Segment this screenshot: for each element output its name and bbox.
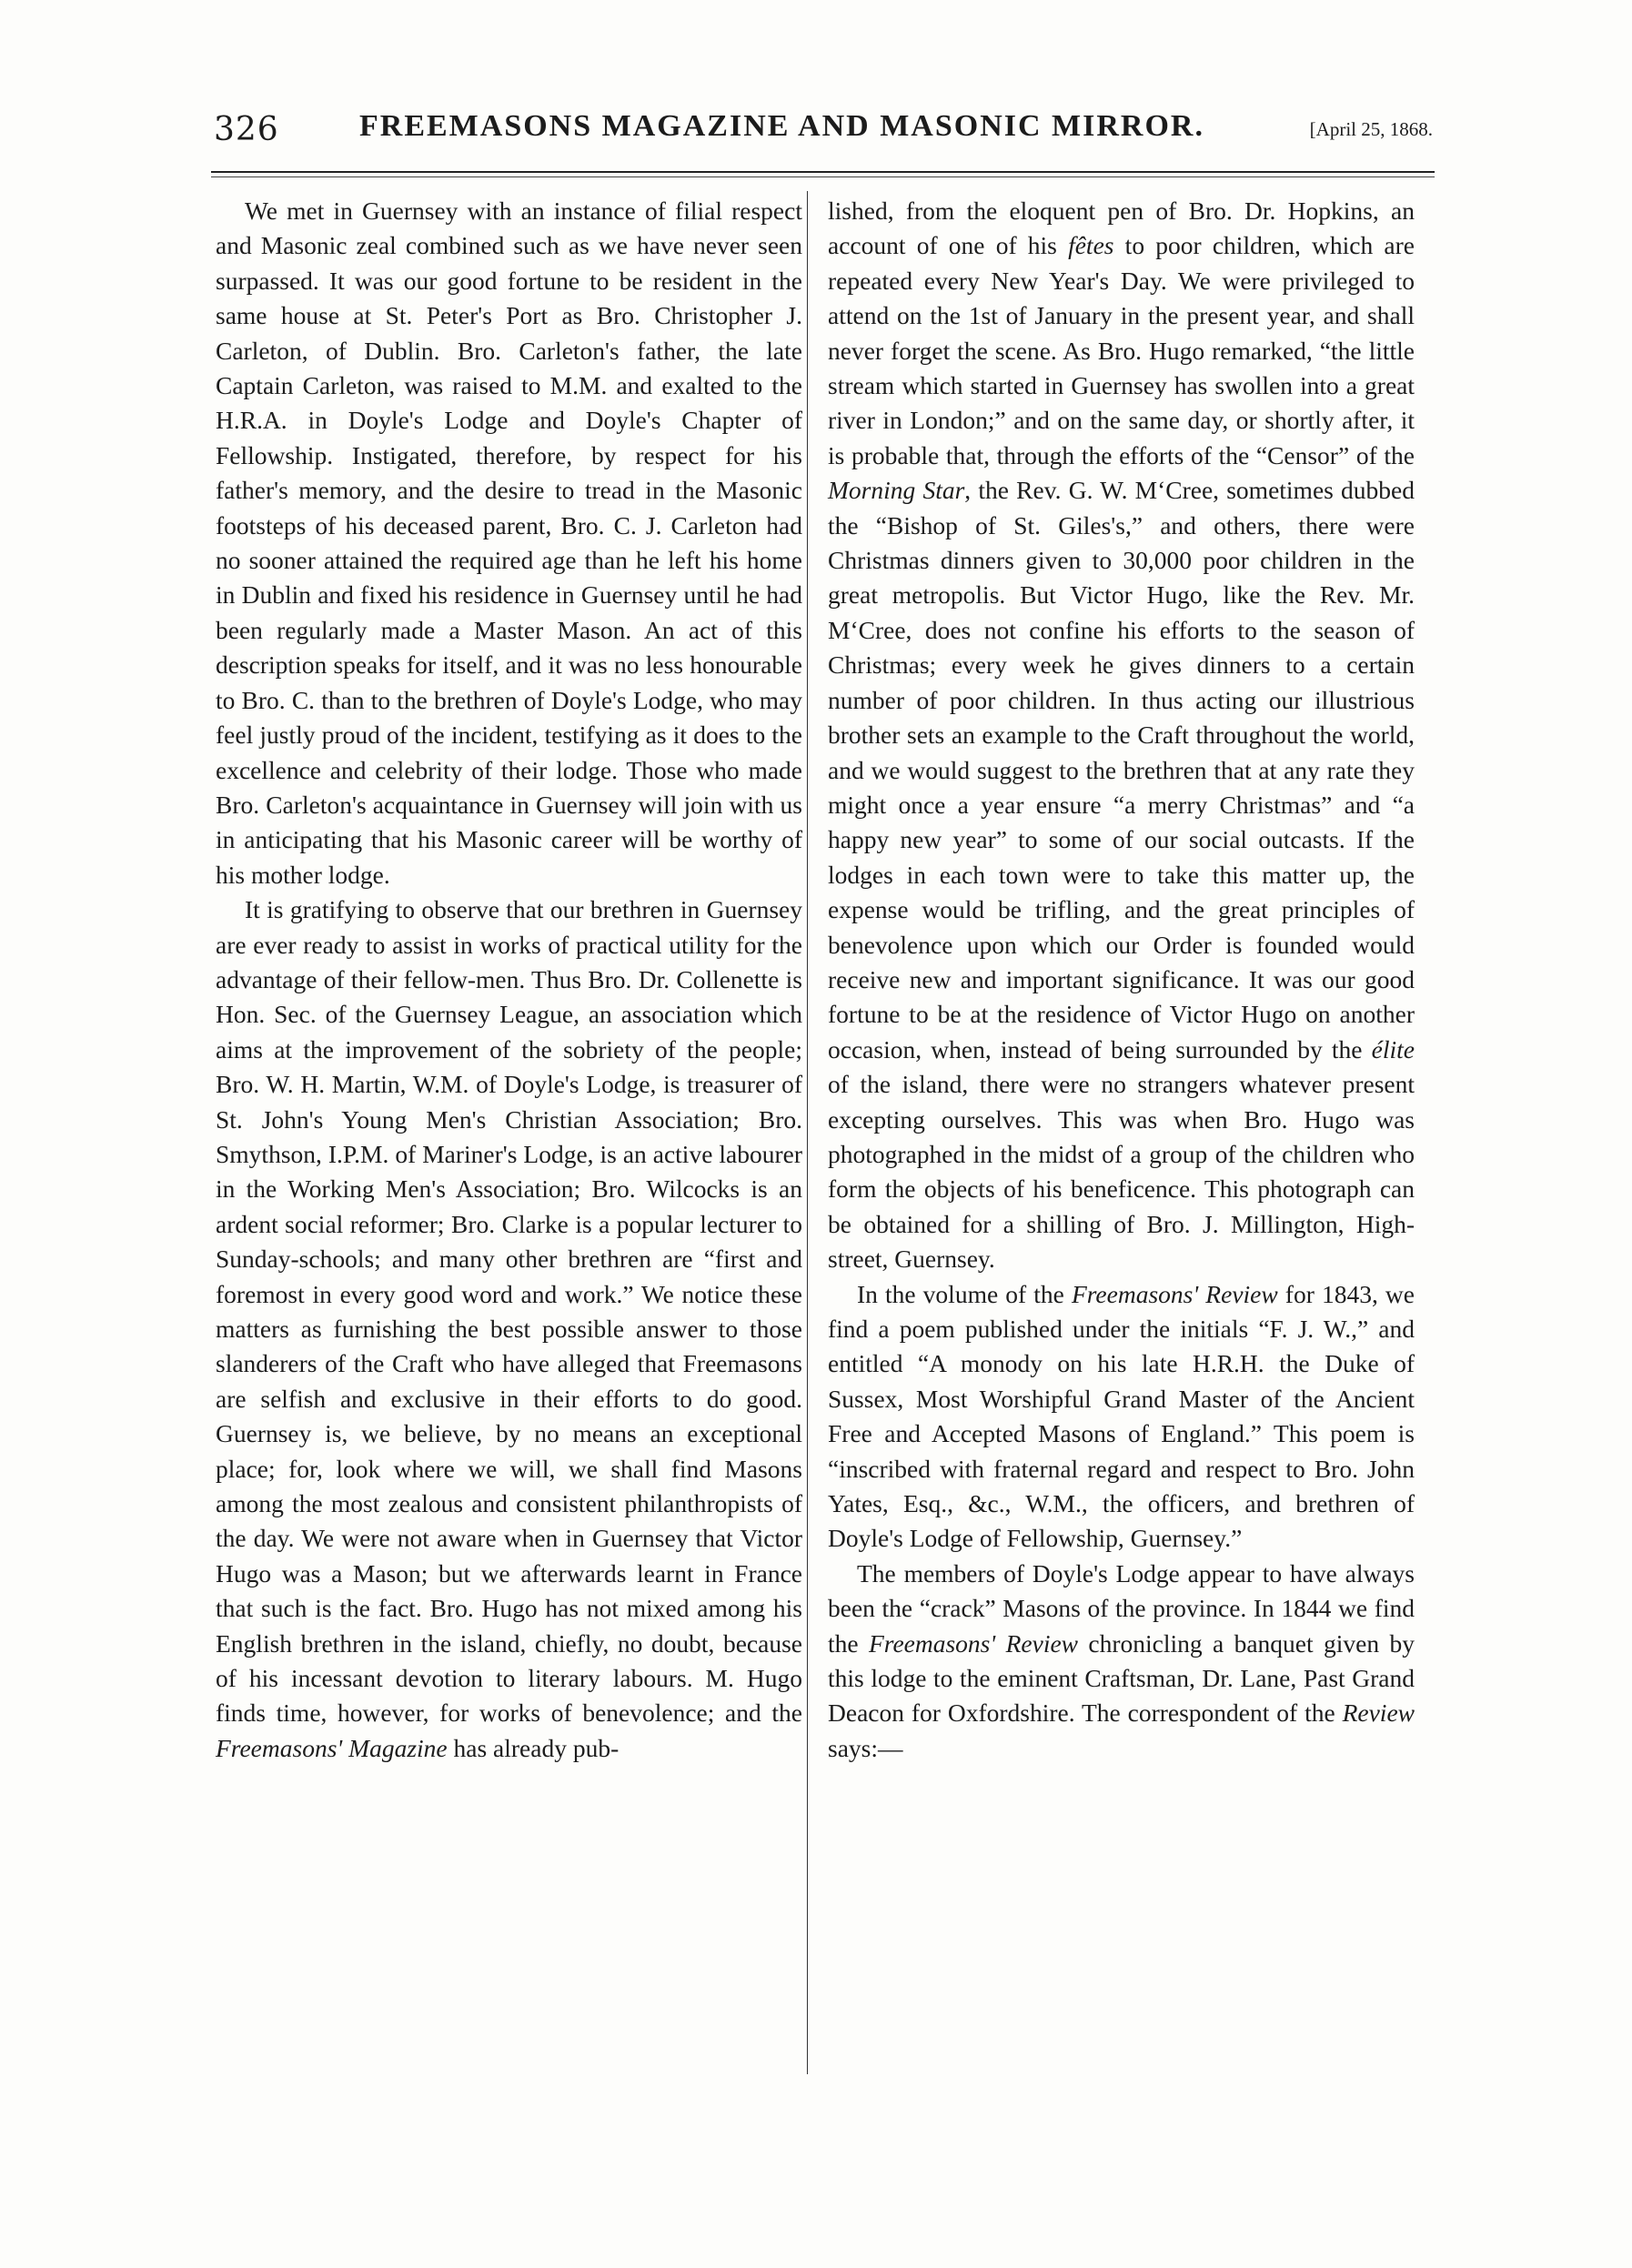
italic-run: Freemasons' Review xyxy=(1071,1279,1278,1308)
page-header xyxy=(214,109,1433,160)
paragraph-hugo-fetes xyxy=(828,194,1415,1277)
text-run: , the Rev. G. W. M‘Cree, sometimes dubbed the “Bishop of St. Giles's,” and others, there were Christmas dinners given to 30,000 poor children in the great metropolis. But Victor Hugo, like the Rev. Mr. M‘Cree, does not confine his efforts to the season of Christmas; every week he gives dinners to a certain number of poor children. In thus acting our illustrious brother sets an example to the Craft throughout the world, and we would suggest to the brethren that at any rate they might once a year ensure “a merry Christmas” and “a happy new year” to some of our social outcasts. If the lodges in each town were to take this matter up, the expense would be trifling, and the great principles of benevolence upon which our Order is founded would receive new and important significance. It was our good fortune to be at the residence of Victor Hugo on another occasion, when, instead of being surrounded by the xyxy=(828,476,1415,1063)
text-run: to poor children, which are repeated every New Year's Day. We were privileged to attend on the 1st of January in the present year, and shall never forget the scene. As Bro. Hugo remarked, “the little stream which started in Guernsey has swollen into a great river in London;” and on the same day, or shortly after, it is probable that, through the efforts of the “Censor” of the xyxy=(828,231,1415,469)
text-run: The members of Doyle's Lodge appear to have always been the “crack” Masons of the province. In 1844 we find the xyxy=(828,1558,1415,1658)
italic-run: Freemasons' Magazine xyxy=(216,1733,448,1762)
right-column xyxy=(828,194,1415,1766)
text-run: says:— xyxy=(828,1733,903,1762)
text-run: In the volume of the xyxy=(857,1279,1072,1308)
text-run: chronicling a banquet given by this lodge to the eminent Craftsman, Dr. Lane, Past Grand Deacon for Oxfordshire. The correspondent of the xyxy=(828,1628,1415,1728)
column-divider xyxy=(807,191,808,2074)
italic-run: fêtes xyxy=(1068,231,1114,260)
issue-date: [April 25, 1868. xyxy=(1309,118,1433,140)
text-run: has already pub- xyxy=(447,1733,620,1762)
paragraph-doyles-lodge xyxy=(828,1557,1415,1766)
header-rule-thin xyxy=(211,176,1435,177)
left-column xyxy=(216,194,802,1766)
text-run: It is gratifying to observe that our brethren in Guernsey are ever ready to assist in works of practical utility for the advantage of their fellow-men. Thus Bro. Dr. Collenette is Hon. Sec. of the Guernsey League, an association which aims at the improvement of the sobriety of the people; Bro. W. H. Martin, W.M. of Doyle's Lodge, is treasurer of St. John's Young Men's Christian Association; Bro. Smythson, I.P.M. of Mariner's Lodge, is an active labourer in the Working Men's Association; Bro. Wilcocks is an ardent social reformer; Bro. Clarke is a popular lecturer to Sunday-schools; and many other brethren are “first and foremost in every good word and work.” We notice these matters as furnishing the best possible answer to those slanderers of the Craft who have alleged that Freemasons are selfish and exclusive in their efforts to do good. Guernsey is, we believe, by no means an exceptional place; for, look where we will, we shall find Masons among the most zealous and consistent philanthropists of the day. We were not aware when in Guernsey that Victor Hugo was a Mason; but we afterwards learnt in France that such is the fact. Bro. Hugo has not mixed among his English brethren in the island, chiefly, no doubt, because of his incessant devotion to literary labours. M. Hugo finds time, however, for works of benevolence; and the xyxy=(216,895,802,1728)
text-run: of the island, there were no strangers whatever present excepting ourselves. This was when Bro. Hugo was photographed in the midst of a group of the children who form the objects of his beneficence. This photograph can be obtained for a shilling of Bro. J. Millington, High-street, Guernsey. xyxy=(828,1070,1415,1274)
italic-run: Freemasons' Review xyxy=(868,1628,1079,1658)
page-number: 326 xyxy=(214,111,279,148)
paragraph-guernsey-brethren xyxy=(216,892,802,1766)
text-run: for 1843, we find a poem published under the initials “F. J. W.,” and entitled “A monody on his late H.R.H. the Duke of Sussex, Most Worshipful Grand Master of the Ancient Free and Accepted Masons of England.” This poem is “inscribed with fraternal regard and respect to Bro. John Yates, Esq., &c., W.M., the officers, and brethren of Doyle's Lodge of Fellowship, Guernsey.” xyxy=(828,1279,1415,1553)
running-title: FREEMASONS MAGAZINE AND MASONIC MIRROR. xyxy=(359,109,1204,143)
text-run: lished, from the eloquent pen of Bro. Dr. Hopkins, an account of one of his xyxy=(828,197,1415,260)
italic-run: élite xyxy=(1371,1034,1415,1063)
italic-run: Review xyxy=(1342,1698,1415,1728)
paragraph-carleton: We met in Guernsey with an instance of filial respect and Masonic zeal combined such as we have never seen surpassed. It was our good fortune to be resident in the same house at St. Peter's Port as Bro. Christopher J. Carleton, of Dublin. Bro. Carleton's father, the late Captain Carleton, was raised to M.M. and exalted to the H.R.A. in Doyle's Lodge and Doyle's Chapter of Fellowship. Instigated, therefore, by respect for his father's memory, and the desire to tread in the Masonic footsteps of his deceased parent, Bro. C. J. Carleton had no sooner attained the required age than he left his home in Dublin and fixed his residence in Guernsey until he had been regularly made a Master Mason. An act of this description speaks for itself, and it was no less honourable to Bro. C. than to the brethren of Doyle's Lodge, who may feel justly proud of the incident, testifying as it does to the excellence and celebrity of their lodge. Those who made Bro. Carleton's acquaintance in Guernsey will join with us in anticipating that his Masonic career will be worthy of his mother lodge. xyxy=(216,197,802,889)
paragraph-review-poem xyxy=(828,1277,1415,1557)
italic-run: Morning Star xyxy=(828,476,965,505)
header-rule xyxy=(211,171,1435,173)
